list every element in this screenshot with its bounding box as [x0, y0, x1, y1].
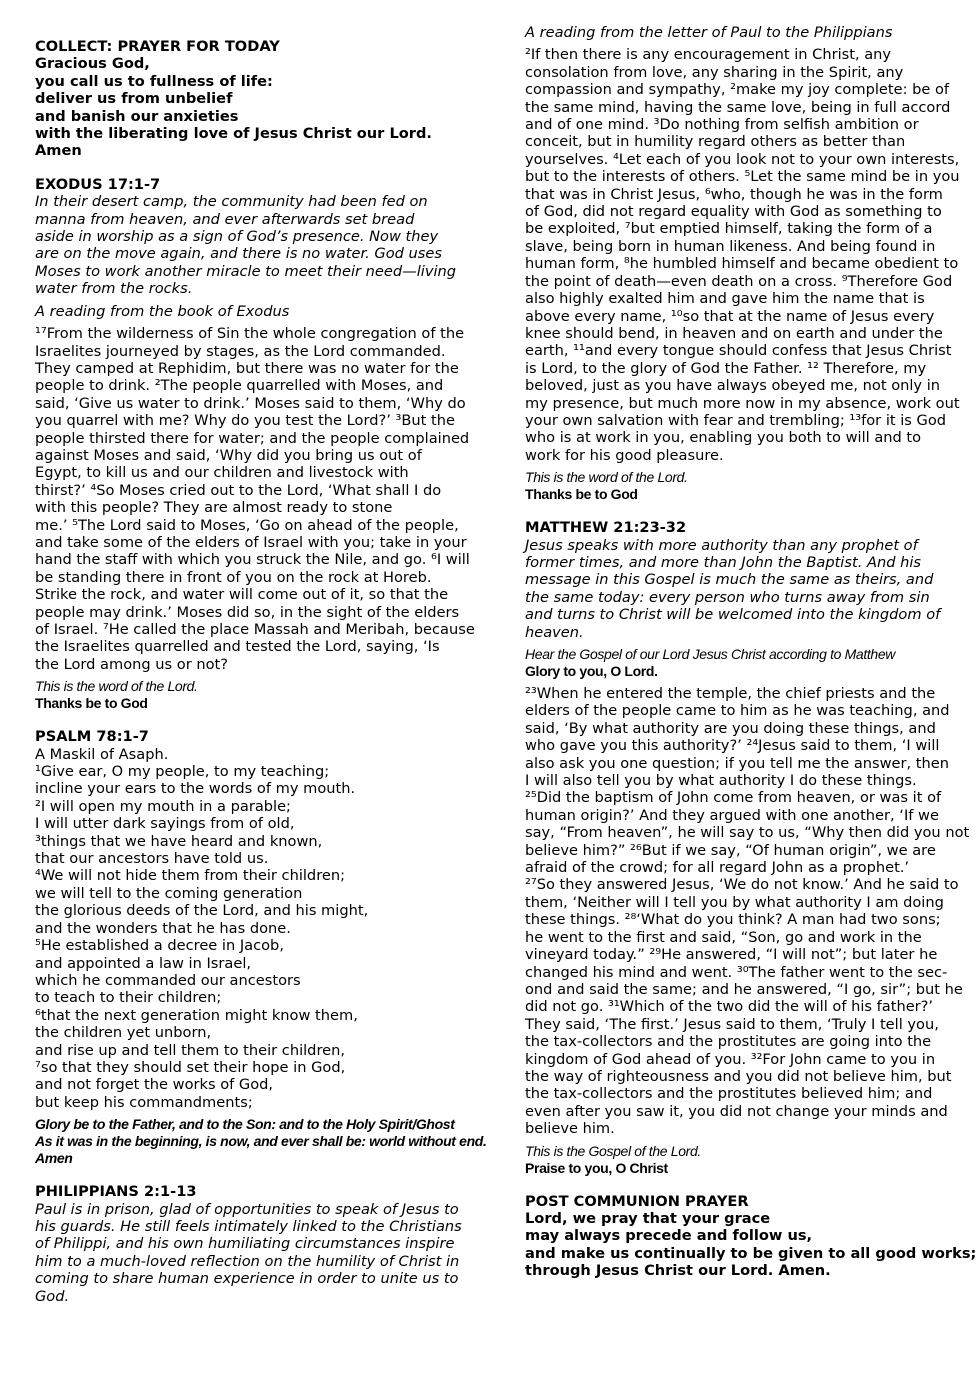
- exodus-text: [35, 325, 475, 673]
- verse-line: Israelites journeyed by stages, as the Lord commanded.: [35, 342, 446, 360]
- verse-line: compassion and sympathy, ²make my joy complete: be of: [525, 81, 950, 99]
- verse-line: against Moses and said, ‘Why did you bring us out of: [35, 446, 422, 464]
- verse-line: afraid of the crowd; for all regard John as a prophet.’: [525, 859, 910, 877]
- philippians-text: [525, 46, 959, 464]
- psalm-line: and the wonders that he has done.: [35, 919, 291, 937]
- intro-line: Jesus speaks with more authority than any prophet of: [525, 536, 918, 554]
- verse-line: above every name, ¹⁰so that at the name of Jesus every: [525, 307, 935, 325]
- psalm-line: but keep his commandments;: [35, 1093, 253, 1111]
- psalm-line: the glorious deeds of the Lord, and his might,: [35, 902, 369, 920]
- verse-line: said, ‘By what authority are you doing these things, and: [525, 719, 936, 737]
- psalm-line: I will utter dark sayings from of old,: [35, 815, 295, 833]
- verse-line: the way of righteousness and you did not believe him, but: [525, 1067, 952, 1085]
- psalm-line: ⁵He established a decree in Jacob,: [35, 937, 284, 955]
- gospel-closing: This is the Gospel of the Lord.: [525, 1142, 701, 1159]
- verse-line: he went to the first and said, “Son, go and work in the: [525, 928, 922, 946]
- verse-line: work for his good pleasure.: [525, 446, 724, 464]
- psalm-line: ⁶that the next generation might know them,: [35, 1006, 358, 1024]
- philippians-reading-section: [525, 24, 959, 503]
- verse-line: changed his mind and went. ³⁰The father went to the sec-: [525, 963, 948, 981]
- gospel-announcement-response: Glory to you, O Lord.: [525, 663, 658, 679]
- prayer-line: Lord, we pray that your grace: [525, 1209, 771, 1227]
- verse-line: the same mind, having the same love, being in full accord: [525, 98, 951, 116]
- verse-line: ²⁷So they answered Jesus, ‘We do not know.’ And he said to: [525, 876, 959, 894]
- verse-line: yourselves. ⁴Let each of you look not to your own interests,: [525, 150, 960, 168]
- gloria-line: As it was in the beginning, is now, and ever shall be: world without end.: [35, 1133, 487, 1150]
- post-communion-prayer: [525, 1209, 977, 1280]
- verse-line: you quarrel with me? Why do you test the Lord?’ ³But the: [35, 412, 455, 430]
- verse-line: ond and said the same; and he answered, “I go, sir”; but he: [525, 980, 963, 998]
- psalm-line: ¹Give ear, O my people, to my teaching;: [35, 763, 330, 781]
- matthew-text: [525, 685, 970, 1138]
- collect-heading: COLLECT: PRAYER FOR TODAY: [35, 38, 280, 55]
- verse-line: vineyard today.” ²⁹He answered, “I will not”; but later he: [525, 946, 938, 964]
- intro-line: the same today: every person who turns away from sin: [525, 588, 930, 606]
- verse-line: the Lord among us or not?: [35, 655, 228, 673]
- verse-line: thirst?’ ⁴So Moses cried out to the Lord, ‘What shall I do: [35, 481, 442, 499]
- verse-line: earth, ¹¹and every tongue should confess that Jesus Christ: [525, 342, 952, 360]
- verse-line: did not go. ³¹Which of the two did the will of his father?’: [525, 998, 934, 1016]
- verse-line: ²If then there is any encouragement in Christ, any: [525, 46, 892, 64]
- intro-line: aside in worship as a sign of God’s presence. Now they: [35, 228, 439, 246]
- verse-line: me.’ ⁵The Lord said to Moses, ‘Go on ahead of the people,: [35, 516, 459, 534]
- verse-line: be standing there in front of you on the rock at Horeb.: [35, 568, 432, 586]
- exodus-heading: EXODUS 17:1-7: [35, 175, 161, 193]
- psalm-text: [35, 763, 467, 1111]
- intro-line: heaven.: [525, 623, 584, 641]
- collect-line: deliver us from unbelief: [35, 90, 233, 108]
- verse-line: people thirsted there for water; and the people complained: [35, 429, 470, 447]
- verse-line: that was in Christ Jesus, ⁶who, though he was in the form: [525, 185, 943, 203]
- verse-line: said, ‘Give us water to drink.’ Moses said to them, ‘Why do: [35, 394, 466, 412]
- intro-line: coming to share human experience in order to unite us to: [35, 1270, 459, 1288]
- left-column: [35, 38, 487, 1305]
- collect-section: [35, 38, 467, 160]
- intro-line: Paul is in prison, glad of opportunities to speak of Jesus to: [35, 1200, 459, 1218]
- exodus-intro: [35, 193, 467, 297]
- psalm-line: and appointed a law in Israel,: [35, 954, 252, 972]
- intro-line: are on the move again, and there is no water. God uses: [35, 245, 442, 263]
- intro-line: manna from heaven, and ever afterwards set bread: [35, 210, 415, 228]
- verse-line: I will also tell you by what authority I do these things.: [525, 772, 917, 790]
- psalm-line: and not forget the works of God,: [35, 1076, 274, 1094]
- intro-line: of Philippi, and his own humiliating circumstances inspire: [35, 1235, 455, 1253]
- verse-line: beloved, just as you have always obeyed me, not only in: [525, 377, 941, 395]
- verse-line: consolation from love, any sharing in the Spirit, any: [525, 63, 904, 81]
- verse-line: them, ‘Neither will I tell you by what authority I am doing: [525, 893, 944, 911]
- prayer-line: may always precede and follow us,: [525, 1227, 813, 1245]
- psalm-line: ²I will open my mouth in a parable;: [35, 797, 291, 815]
- verse-line: They said, ‘The first.’ Jesus said to them, ‘Truly I tell you,: [525, 1015, 939, 1033]
- verse-line: ¹⁷From the wilderness of Sin the whole congregation of the: [35, 325, 465, 343]
- intro-line: former times, and more than John the Baptist. And his: [525, 553, 922, 571]
- verse-line: with this people? They are almost ready to stone: [35, 499, 393, 517]
- verse-line: believe him.: [525, 1120, 615, 1138]
- intro-line: him to a much-loved reflection on the humility of Christ in: [35, 1252, 460, 1270]
- verse-line: ²³When he entered the temple, the chief priests and the: [525, 685, 936, 702]
- verse-line: is Lord, to the glory of God the Father. ¹² Therefore, my: [525, 359, 927, 377]
- psalm-line: ⁷so that they should set their hope in God,: [35, 1058, 346, 1076]
- reading-response: Thanks be to God: [35, 695, 148, 712]
- psalm-heading: PSALM 78:1-7: [35, 728, 149, 746]
- verse-line: the tax-collectors and the prostitutes believed him; and: [525, 1085, 933, 1103]
- reading-closing: This is the word of the Lord.: [35, 678, 198, 695]
- verse-line: elders of the people came to him as he was teaching, and: [525, 702, 950, 720]
- philippians-intro: [35, 1201, 467, 1305]
- intro-line: message in this Gospel is much the same as theirs, and: [525, 571, 934, 589]
- verse-line: my presence, but much more now in my absence, work out: [525, 394, 960, 412]
- verse-line: ²⁵Did the baptism of John come from heaven, or was it of: [525, 789, 942, 807]
- psalm-line: the children yet unborn,: [35, 1024, 212, 1042]
- collect-line: Gracious God,: [35, 55, 150, 73]
- verse-line: slave, being born in human likeness. And being found in: [525, 237, 936, 255]
- intro-line: his guards. He still feels intimately linked to the Christians: [35, 1217, 462, 1235]
- right-column: [525, 24, 977, 1280]
- intro-line: Moses to work another miracle to meet their need—living: [35, 262, 457, 280]
- intro-line: and turns to Christ will be welcomed into the kingdom of: [525, 606, 941, 624]
- psalm-line: to teach to their children;: [35, 989, 222, 1007]
- verse-line: who gave you this authority?’ ²⁴Jesus said to them, ‘I will: [525, 737, 940, 755]
- psalm-line: ⁴We will not hide them from their children;: [35, 867, 346, 885]
- psalm-title: A Maskil of Asaph.: [35, 745, 169, 763]
- collect-line: you call us to fullness of life:: [35, 72, 273, 90]
- gloria-line: Amen: [35, 1150, 73, 1167]
- verse-line: also ask you one question; if you tell me the answer, then: [525, 754, 950, 772]
- collect-prayer: [35, 55, 467, 159]
- verse-line: They camped at Rephidim, but there was no water for the: [35, 359, 459, 377]
- verse-line: Egypt, to kill us and our children and livestock with: [35, 464, 409, 482]
- matthew-intro: [525, 537, 959, 641]
- verse-line: the Israelites quarrelled and tested the Lord, saying, ‘Is: [35, 638, 440, 656]
- reading-response: Thanks be to God: [525, 486, 638, 503]
- verse-line: people may drink.’ Moses did so, in the sight of the elders: [35, 603, 460, 621]
- reading-closing: This is the word of the Lord.: [525, 469, 688, 486]
- verse-line: say, “From heaven”, he will say to us, “Why then did you not: [525, 824, 970, 842]
- gloria-line: Glory be to the Father, and to the Son: and to the Holy Spirit/Ghost: [35, 1116, 455, 1133]
- matthew-section: [525, 519, 970, 1176]
- verse-line: kingdom of God ahead of you. ³²For John came to you in: [525, 1050, 936, 1068]
- verse-line: Strike the rock, and water will come out of it, so that the: [35, 586, 449, 604]
- verse-line: also highly exalted him and gave him the name that is: [525, 290, 925, 308]
- collect-line: Amen: [35, 142, 82, 160]
- philippians-intro-section: [35, 1183, 467, 1305]
- verse-line: the point of death—even death on a cross. ⁹Therefore God: [525, 272, 953, 290]
- verse-line: human form, ⁸he humbled himself and became obedient to: [525, 255, 959, 273]
- verse-line: these things. ²⁸‘What do you think? A man had two sons;: [525, 911, 941, 929]
- verse-line: of Israel. ⁷He called the place Massah and Meribah, because: [35, 621, 475, 638]
- philippians-heading: PHILIPPIANS 2:1-13: [35, 1183, 197, 1201]
- verse-line: your own salvation with fear and trembling; ¹³for it is God: [525, 411, 947, 429]
- prayer-line: through Jesus Christ our Lord. Amen.: [525, 1262, 831, 1280]
- verse-line: and take some of the elders of Israel with you; take in your: [35, 533, 467, 551]
- reading-announcement: A reading from the book of Exodus: [35, 302, 290, 320]
- verse-line: the tax-collectors and the prostitutes are going into the: [525, 1033, 932, 1051]
- exodus-section: [35, 175, 475, 712]
- verse-line: and of one mind. ³Do nothing from selfish ambition or: [525, 116, 919, 134]
- psalm-line: we will tell to the coming generation: [35, 884, 303, 902]
- verse-line: believe him?” ²⁶But if we say, “Of human origin”, we are: [525, 841, 936, 859]
- verse-line: hand the staff with which you struck the Nile, and go. ⁶I will: [35, 551, 470, 569]
- reading-announcement: A reading from the letter of Paul to the Philippians: [525, 24, 893, 41]
- psalm-line: ³things that we have heard and known,: [35, 832, 323, 850]
- psalm-line: incline your ears to the words of my mouth.: [35, 780, 356, 798]
- verse-line: people to drink. ²The people quarrelled with Moses, and: [35, 377, 444, 395]
- verse-line: conceit, but in humility regard others as better than: [525, 133, 906, 151]
- psalm-line: which he commanded our ancestors: [35, 971, 301, 989]
- psalm-line: and rise up and tell them to their children,: [35, 1041, 345, 1059]
- verse-line: human origin?’ And they argued with one another, ‘If we: [525, 806, 939, 824]
- verse-line: knee should bend, in heaven and on earth and under the: [525, 324, 943, 342]
- post-communion-section: [525, 1192, 977, 1280]
- intro-line: God.: [35, 1287, 70, 1305]
- intro-line: water from the rocks.: [35, 280, 193, 298]
- matthew-heading: MATTHEW 21:23-32: [525, 519, 687, 537]
- verse-line: of God, did not regard equality with God as something to: [525, 203, 942, 221]
- post-communion-heading: POST COMMUNION PRAYER: [525, 1192, 749, 1210]
- gospel-announcement: Hear the Gospel of our Lord Jesus Christ according to Matthew: [525, 646, 896, 662]
- psalm-section: [35, 728, 487, 1167]
- collect-line: and banish our anxieties: [35, 107, 239, 125]
- gospel-response: Praise to you, O Christ: [525, 1159, 668, 1176]
- psalm-line: that our ancestors have told us.: [35, 850, 269, 868]
- gloria-patri: [35, 1116, 487, 1167]
- prayer-line: and make us continually to be given to all good works;: [525, 1244, 977, 1262]
- verse-line: who is at work in you, enabling you both to will and to: [525, 429, 922, 447]
- verse-line: even after you saw it, you did not change your minds and: [525, 1102, 948, 1120]
- verse-line: be exploited, ⁷but emptied himself, taking the form of a: [525, 220, 933, 238]
- collect-line: with the liberating love of Jesus Christ our Lord.: [35, 125, 432, 143]
- verse-line: but to the interests of others. ⁵Let the same mind be in you: [525, 168, 960, 186]
- intro-line: In their desert camp, the community had been fed on: [35, 193, 428, 211]
